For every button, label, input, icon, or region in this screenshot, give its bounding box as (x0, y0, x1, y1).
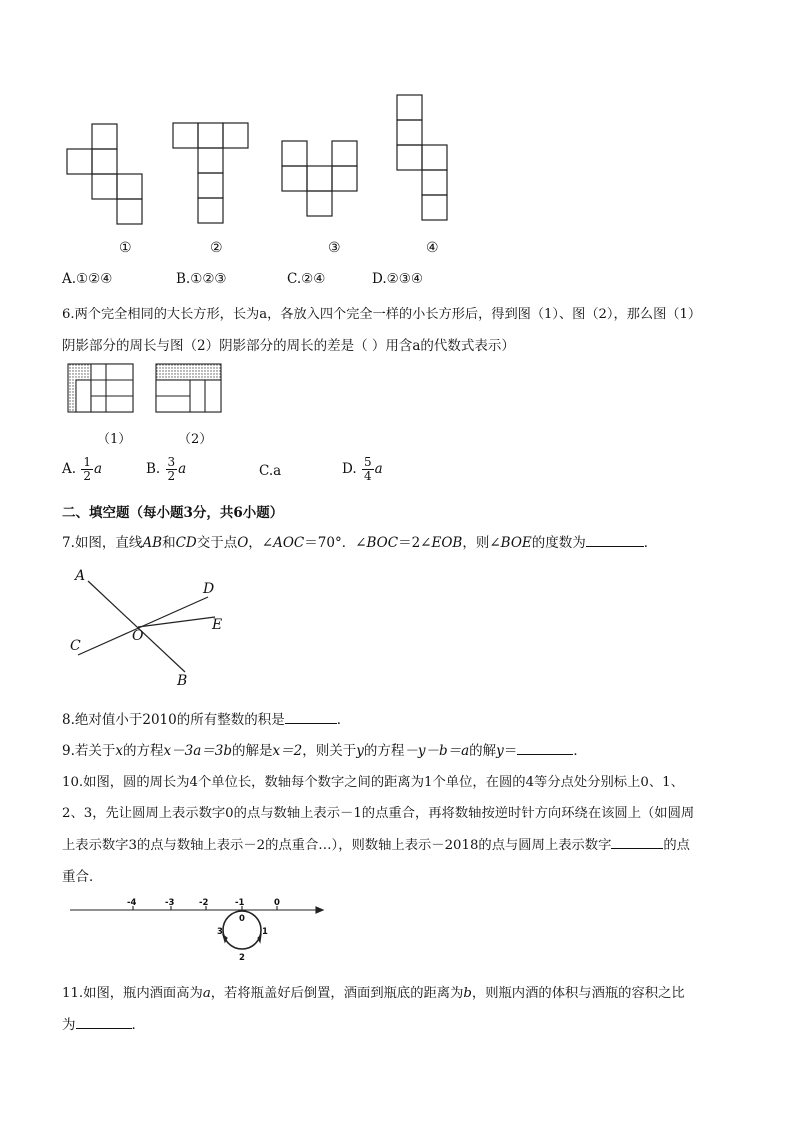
q9-seg: ，则关于 (302, 743, 357, 759)
q5-label-4: ④ (426, 240, 439, 256)
circle-label-3: 3 (217, 927, 223, 937)
q6-option-a-letter: A. (62, 461, 77, 477)
q7-text (62, 531, 657, 551)
q7-angle-eob: EOB (431, 535, 463, 551)
q7-label-o: O (132, 628, 144, 644)
q7-seg: ，则∠ (462, 535, 501, 551)
q7-seg: ，∠ (248, 535, 274, 551)
circle-label-1: 1 (262, 927, 268, 937)
numerator: 5 (363, 455, 372, 469)
q7-angle-boe: BOE (500, 535, 532, 551)
q9-text (62, 739, 587, 759)
q11-seg: ，若将瓶盖好后倒置，酒面到瓶底的距离为 (210, 986, 464, 1001)
ray-oe (138, 617, 215, 627)
q6-figure-1 (68, 364, 133, 412)
q7-figure (60, 560, 240, 695)
q6-option-c-text: a (273, 463, 282, 479)
q9-seg: ． (573, 743, 587, 759)
q9-var-y: y (356, 743, 364, 759)
q8-answer-blank[interactable] (285, 711, 337, 724)
q6-figures (60, 358, 230, 418)
q6-option-d-fraction (362, 456, 374, 483)
q6-option-c-letter: C. (259, 463, 274, 479)
q6-option-b-fraction (166, 456, 178, 483)
q9-seg: 9.若关于 (62, 743, 116, 759)
q7-label-d: D (203, 581, 215, 597)
q5-option-b: B.①②③ (176, 271, 227, 287)
q9-answer-blank[interactable] (517, 742, 573, 755)
q8-seg: ． (336, 712, 351, 728)
section-title: 二、填空题（每小题3分，共6小题） (62, 505, 284, 521)
q6-option-c (259, 463, 281, 479)
axis-arrow-icon (316, 907, 323, 913)
variable: a (178, 461, 187, 477)
q10-answer-blank[interactable] (611, 836, 663, 849)
q10-figure (65, 895, 330, 965)
line-ab (88, 581, 185, 672)
q6-figure-2 (156, 364, 221, 412)
q8-seg: 8.绝对值小于2010的所有整数的积是 (62, 712, 285, 728)
q5-option-d: D.②③④ (372, 271, 423, 287)
denominator: 2 (167, 469, 176, 483)
q11-var-a: a (202, 986, 211, 1001)
q10-seg: 上表示数字3的点与数轴上表示－2的点重合…），则数轴上表示－2018的点与圆周上表示数字 (62, 838, 612, 853)
q7-seg: 的度数为 (531, 535, 586, 551)
q9-equation-2: －y－b＝a (404, 743, 470, 759)
variable: a (93, 461, 103, 477)
q5-label-3: ③ (328, 240, 341, 256)
q6-option-b (146, 456, 186, 483)
q9-seg: 的解是 (232, 743, 273, 759)
variable: a (374, 461, 383, 477)
q11-seg: ，则瓶内酒的体积与酒瓶的容积之比 (471, 986, 685, 1001)
q7-var-cd: CD (175, 535, 197, 551)
q5-figures (60, 90, 460, 235)
q7-var-ab: AB (142, 535, 163, 551)
q5-option-a: A.①②④ (62, 271, 113, 287)
q11-text-line2 (62, 1013, 145, 1033)
q7-seg: ＝2∠ (398, 535, 432, 551)
q11-var-b: b (463, 986, 472, 1001)
q5-label-2: ② (210, 240, 223, 256)
tick-label: -1 (235, 898, 245, 908)
q6-option-a-fraction (81, 456, 93, 483)
q5-label-1: ① (119, 240, 132, 256)
q7-label-a: A (75, 568, 86, 584)
q7-seg: 交于点 (196, 535, 238, 551)
q7-label-c: C (70, 638, 81, 654)
q6-fig-label-2: （2） (178, 432, 213, 447)
q9-seg: 的方程 (363, 743, 405, 759)
q10-text-line1: 10.如图，圆的周长为4个单位长，数轴每个数字之间的距离为1个单位，在圆的4等分点处分别标上0、1、 (62, 775, 684, 790)
q11-seg: ． (131, 1017, 145, 1033)
q9-var-y: y (496, 743, 504, 759)
q10-text-line2: 2、3，先让圆周上表示数字0的点与数轴上表示－1的点重合，再将数轴按逆时针方向环绕在该圆上（如圆周 (62, 806, 695, 821)
q6-fig-label-1: （1） (97, 432, 132, 447)
q10-text-line3 (62, 834, 690, 853)
q7-label-b: B (177, 673, 188, 689)
q6-option-a (62, 456, 102, 483)
q9-solution: x＝2 (272, 743, 303, 759)
circle-label-0: 0 (239, 914, 245, 924)
q11-text-line1 (62, 982, 685, 1001)
q9-seg: 的解 (469, 743, 497, 759)
q6-option-d-letter: D. (342, 461, 357, 477)
q7-answer-blank[interactable] (586, 534, 644, 547)
q7-angle-boc: BOC (366, 535, 399, 551)
q7-seg: 和 (162, 535, 176, 551)
circle-label-2: 2 (239, 953, 245, 963)
denominator: 2 (83, 469, 91, 483)
q7-seg: ． (643, 535, 658, 551)
q6-text-line1: 6.两个完全相同的大长方形，长为a，各放入四个完全一样的小长方形后，得到图（1）、图（2），那么图（1） (62, 307, 702, 322)
q6-option-d (342, 456, 383, 483)
q11-seg: 为 (62, 1017, 76, 1033)
q9-seg: 的方程 (123, 743, 164, 759)
tick-label: 0 (274, 898, 280, 908)
denominator: 4 (363, 469, 372, 483)
tick-label: -4 (127, 898, 137, 908)
q7-seg: 7.如图，直线 (62, 535, 143, 551)
q10-seg: 的点 (663, 838, 690, 853)
q8-text (62, 708, 350, 728)
q11-answer-blank[interactable] (76, 1016, 132, 1029)
q6-text-line2: 阴影部分的周长与图（2）阴影部分的周长的差是（ ）用含a的代数式表示） (62, 338, 515, 354)
q7-var-o: O (237, 535, 249, 551)
q10-text-line4: 重合． (62, 869, 103, 885)
q9-equation-1: x－3a＝3b (163, 743, 232, 759)
q7-seg: ＝70°．∠ (304, 535, 367, 551)
tick-label: -2 (199, 898, 209, 908)
q6-option-b-letter: B. (146, 461, 161, 477)
numerator: 1 (83, 455, 91, 469)
q7-angle-aoc: AOC (273, 535, 305, 551)
q11-seg: 11.如图，瓶内酒面高为 (62, 986, 203, 1001)
q7-label-e: E (212, 617, 223, 633)
q9-seg: ＝ (503, 743, 518, 759)
q5-option-c: C.②④ (287, 271, 326, 287)
tick-label: -3 (165, 898, 175, 908)
numerator: 3 (167, 455, 176, 469)
q9-var-x: x (115, 743, 124, 759)
